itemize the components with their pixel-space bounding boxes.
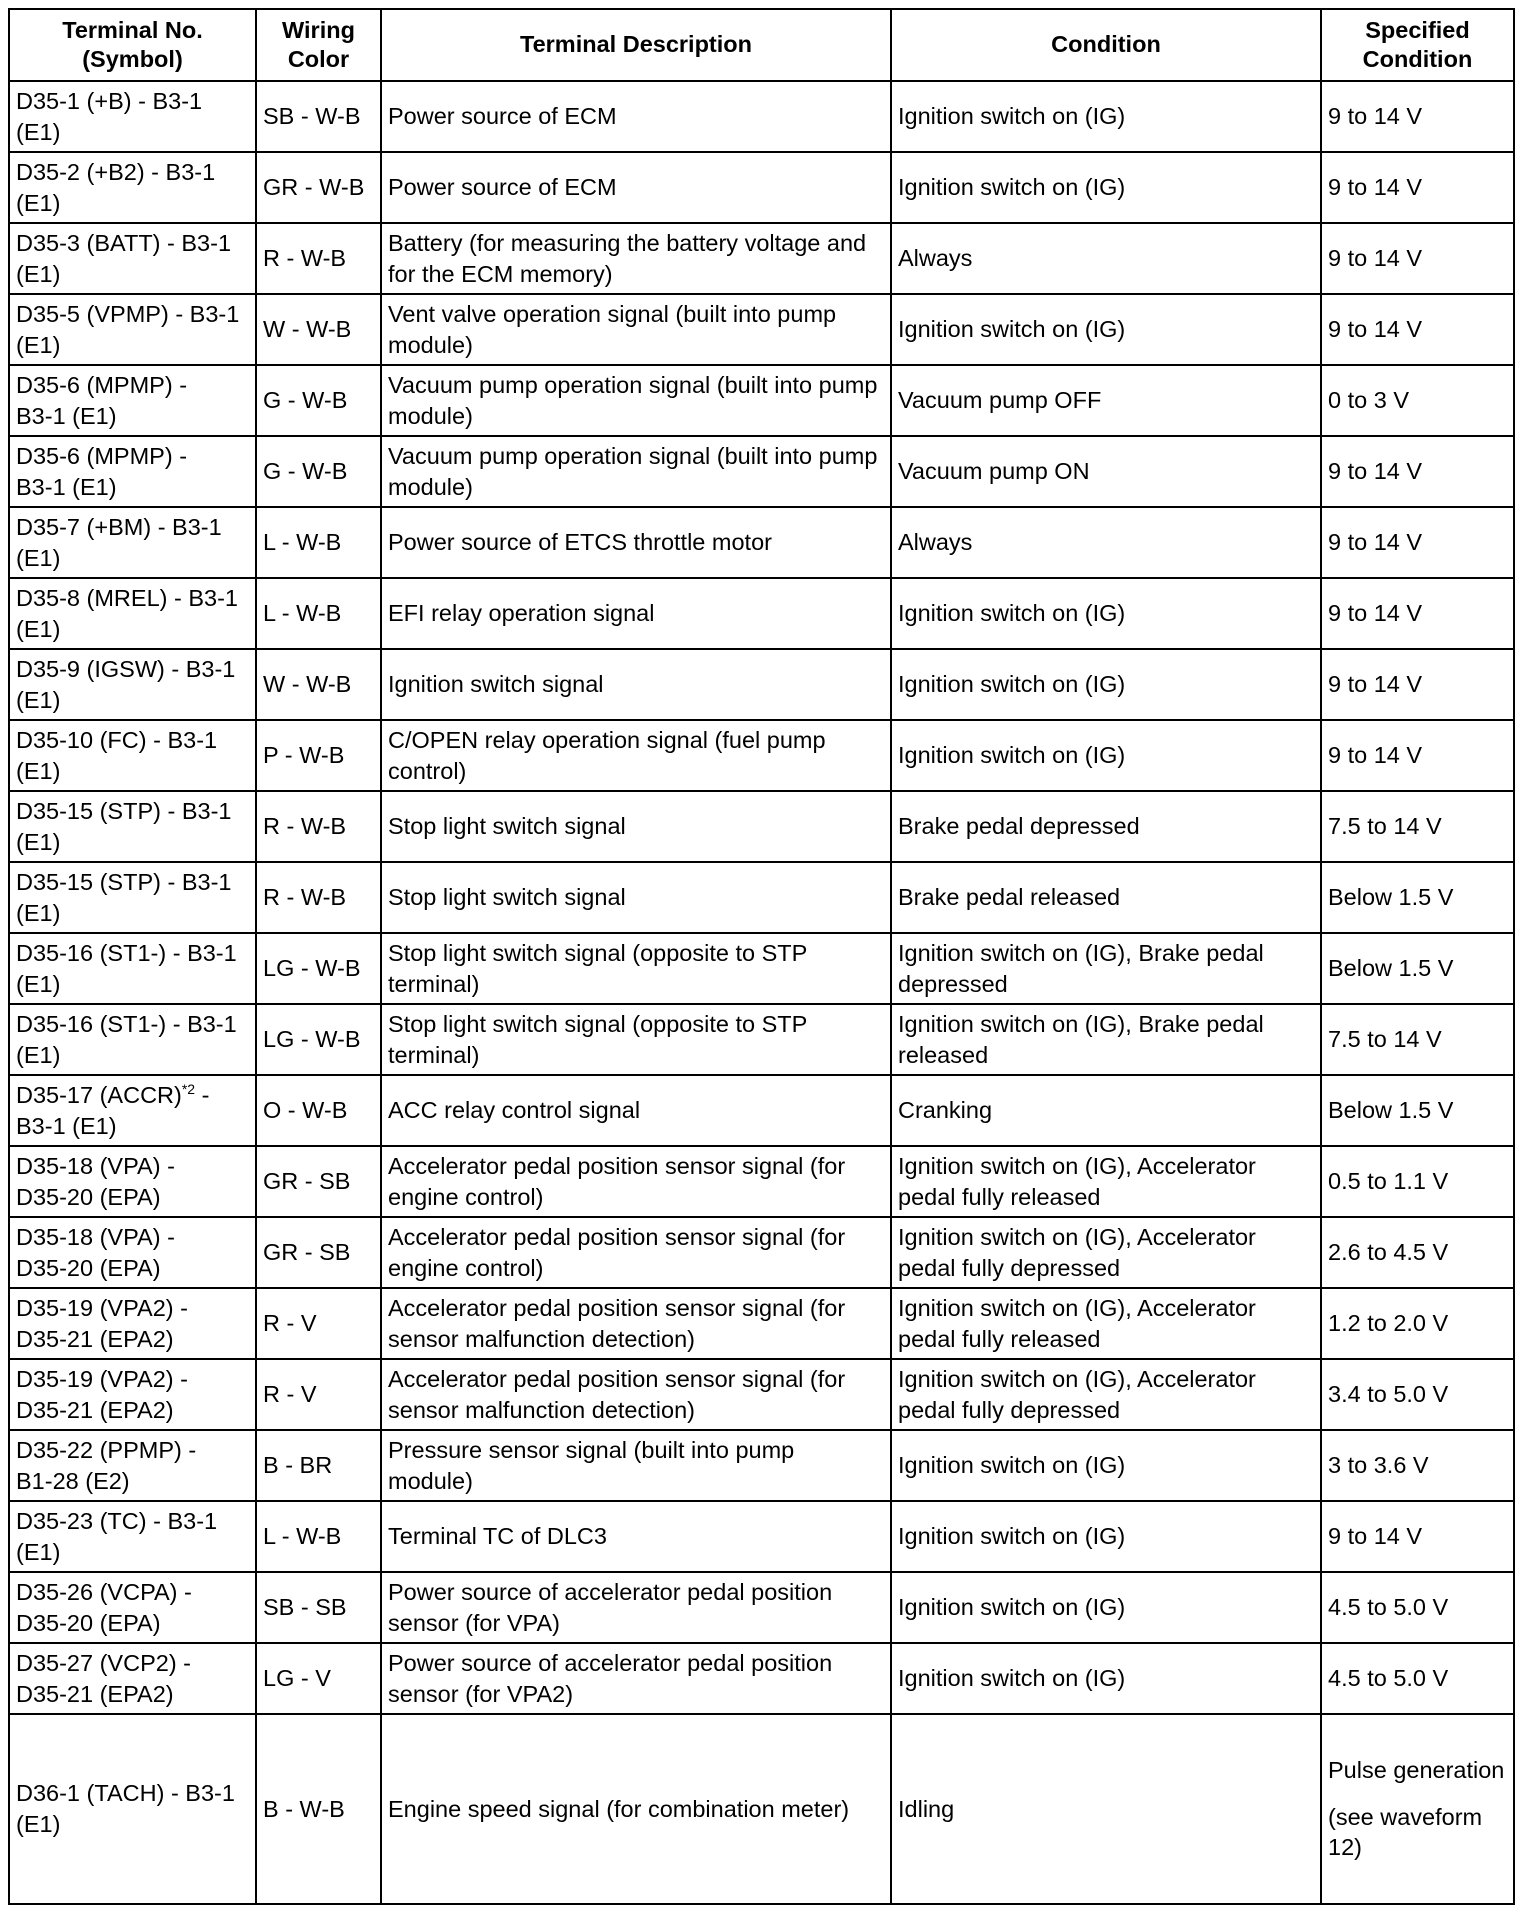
cell-wiring-color: LG - W-B <box>256 933 381 1004</box>
cell-specified: 9 to 14 V <box>1321 507 1514 578</box>
header-wiring-color: Wiring Color <box>256 9 381 81</box>
cell-description: Vent valve operation signal (built into pump module) <box>381 294 891 365</box>
cell-wiring-color: W - W-B <box>256 294 381 365</box>
cell-wiring-color: G - W-B <box>256 365 381 436</box>
cell-wiring-color: L - W-B <box>256 507 381 578</box>
cell-condition: Brake pedal depressed <box>891 791 1321 862</box>
footnote-marker: *2 <box>181 1080 196 1097</box>
cell-wiring-color: GR - W-B <box>256 152 381 223</box>
cell-wiring-color: P - W-B <box>256 720 381 791</box>
cell-description: Accelerator pedal position sensor signal (for sensor malfunction detection) <box>381 1359 891 1430</box>
cell-description: Stop light switch signal <box>381 791 891 862</box>
table-row <box>9 578 1514 649</box>
table-row <box>9 507 1514 578</box>
cell-specified: 9 to 14 V <box>1321 578 1514 649</box>
table-row <box>9 1501 1514 1572</box>
table-row <box>9 1288 1514 1359</box>
cell-condition: Ignition switch on (IG) <box>891 294 1321 365</box>
cell-condition: Ignition switch on (IG), Accelerator pedal fully depressed <box>891 1359 1321 1430</box>
cell-wiring-color: R - V <box>256 1288 381 1359</box>
cell-specified: 0 to 3 V <box>1321 365 1514 436</box>
cell-specified: 7.5 to 14 V <box>1321 791 1514 862</box>
cell-specified: 1.2 to 2.0 V <box>1321 1288 1514 1359</box>
table-row <box>9 1146 1514 1217</box>
cell-terminal: D35-9 (IGSW) - B3-1 (E1) <box>9 649 256 720</box>
header-condition: Condition <box>891 9 1321 81</box>
cell-terminal: D35-26 (VCPA) - D35-20 (EPA) <box>9 1572 256 1643</box>
cell-description: Stop light switch signal <box>381 862 891 933</box>
cell-terminal: D35-1 (+B) - B3-1 (E1) <box>9 81 256 152</box>
cell-description: Stop light switch signal (opposite to STP terminal) <box>381 1004 891 1075</box>
table-row <box>9 81 1514 152</box>
header-terminal: Terminal No. (Symbol) <box>9 9 256 81</box>
cell-condition: Ignition switch on (IG), Brake pedal depressed <box>891 933 1321 1004</box>
cell-condition: Ignition switch on (IG), Accelerator pedal fully depressed <box>891 1217 1321 1288</box>
cell-description: Vacuum pump operation signal (built into pump module) <box>381 365 891 436</box>
cell-terminal: D35-6 (MPMP) - B3-1 (E1) <box>9 436 256 507</box>
cell-terminal: D35-19 (VPA2) - D35-21 (EPA2) <box>9 1288 256 1359</box>
cell-description: Ignition switch signal <box>381 649 891 720</box>
cell-terminal: D35-27 (VCP2) - D35-21 (EPA2) <box>9 1643 256 1714</box>
cell-specified: 4.5 to 5.0 V <box>1321 1643 1514 1714</box>
cell-specified: 3.4 to 5.0 V <box>1321 1359 1514 1430</box>
terminal-table-container <box>8 8 1513 1905</box>
cell-description: ACC relay control signal <box>381 1075 891 1146</box>
table-row <box>9 862 1514 933</box>
cell-condition: Idling <box>891 1714 1321 1904</box>
cell-specified: 9 to 14 V <box>1321 294 1514 365</box>
cell-condition: Cranking <box>891 1075 1321 1146</box>
cell-description: Accelerator pedal position sensor signal (for sensor malfunction detection) <box>381 1288 891 1359</box>
table-header-row <box>9 9 1514 81</box>
cell-description: Power source of accelerator pedal position sensor (for VPA) <box>381 1572 891 1643</box>
cell-terminal: D35-7 (+BM) - B3-1 (E1) <box>9 507 256 578</box>
cell-description: Power source of ECM <box>381 81 891 152</box>
cell-description: Pressure sensor signal (built into pump module) <box>381 1430 891 1501</box>
table-row <box>9 720 1514 791</box>
cell-condition: Ignition switch on (IG) <box>891 720 1321 791</box>
cell-description: Stop light switch signal (opposite to STP terminal) <box>381 933 891 1004</box>
table-row <box>9 791 1514 862</box>
cell-wiring-color: R - W-B <box>256 223 381 294</box>
table-row <box>9 1075 1514 1146</box>
cell-specified: 7.5 to 14 V <box>1321 1004 1514 1075</box>
cell-description: Battery (for measuring the battery voltage and for the ECM memory) <box>381 223 891 294</box>
cell-wiring-color: W - W-B <box>256 649 381 720</box>
cell-wiring-color: SB - SB <box>256 1572 381 1643</box>
cell-condition: Ignition switch on (IG), Brake pedal released <box>891 1004 1321 1075</box>
cell-specified: Below 1.5 V <box>1321 862 1514 933</box>
cell-wiring-color: G - W-B <box>256 436 381 507</box>
cell-condition: Ignition switch on (IG) <box>891 1430 1321 1501</box>
cell-condition: Vacuum pump OFF <box>891 365 1321 436</box>
cell-description: Accelerator pedal position sensor signal (for engine control) <box>381 1146 891 1217</box>
waveform-reference: (see waveform 12) <box>1328 1803 1483 1861</box>
cell-condition: Ignition switch on (IG) <box>891 81 1321 152</box>
cell-wiring-color: GR - SB <box>256 1146 381 1217</box>
cell-wiring-color: LG - V <box>256 1643 381 1714</box>
table-row <box>9 152 1514 223</box>
cell-terminal: D35-23 (TC) - B3-1 (E1) <box>9 1501 256 1572</box>
cell-condition: Ignition switch on (IG) <box>891 1572 1321 1643</box>
table-row <box>9 1430 1514 1501</box>
cell-terminal: D35-18 (VPA) - D35-20 (EPA) <box>9 1217 256 1288</box>
cell-specified: Below 1.5 V <box>1321 933 1514 1004</box>
cell-description: C/OPEN relay operation signal (fuel pump control) <box>381 720 891 791</box>
cell-terminal: D36-1 (TACH) - B3-1 (E1) <box>9 1714 256 1904</box>
cell-condition: Ignition switch on (IG) <box>891 1643 1321 1714</box>
table-row <box>9 1359 1514 1430</box>
cell-specified: 9 to 14 V <box>1321 152 1514 223</box>
cell-wiring-color: R - W-B <box>256 862 381 933</box>
cell-condition: Ignition switch on (IG), Accelerator pedal fully released <box>891 1146 1321 1217</box>
cell-description: Power source of ECM <box>381 152 891 223</box>
cell-wiring-color: SB - W-B <box>256 81 381 152</box>
cell-terminal: D35-2 (+B2) - B3-1 (E1) <box>9 152 256 223</box>
cell-terminal: D35-5 (VPMP) - B3-1 (E1) <box>9 294 256 365</box>
cell-specified: 3 to 3.6 V <box>1321 1430 1514 1501</box>
table-row <box>9 436 1514 507</box>
cell-terminal: D35-6 (MPMP) - B3-1 (E1) <box>9 365 256 436</box>
cell-specified: 9 to 14 V <box>1321 223 1514 294</box>
cell-wiring-color: B - W-B <box>256 1714 381 1904</box>
cell-wiring-color: L - W-B <box>256 578 381 649</box>
table-row <box>9 365 1514 436</box>
cell-terminal: D35-16 (ST1-) - B3-1 (E1) <box>9 933 256 1004</box>
table-row <box>9 1004 1514 1075</box>
cell-condition: Always <box>891 223 1321 294</box>
cell-terminal: D35-8 (MREL) - B3-1 (E1) <box>9 578 256 649</box>
cell-description: Power source of accelerator pedal position sensor (for VPA2) <box>381 1643 891 1714</box>
table-row <box>9 294 1514 365</box>
cell-condition: Ignition switch on (IG) <box>891 649 1321 720</box>
cell-wiring-color: LG - W-B <box>256 1004 381 1075</box>
ecm-terminal-table <box>8 8 1515 1905</box>
header-terminal-description: Terminal Description <box>381 9 891 81</box>
cell-wiring-color: GR - SB <box>256 1217 381 1288</box>
cell-description: Terminal TC of DLC3 <box>381 1501 891 1572</box>
cell-terminal: D35-19 (VPA2) - D35-21 (EPA2) <box>9 1359 256 1430</box>
cell-specified: 9 to 14 V <box>1321 1501 1514 1572</box>
cell-condition: Ignition switch on (IG), Accelerator pedal fully released <box>891 1288 1321 1359</box>
cell-specified: 9 to 14 V <box>1321 436 1514 507</box>
cell-terminal: D35-3 (BATT) - B3-1 (E1) <box>9 223 256 294</box>
cell-wiring-color: R - V <box>256 1359 381 1430</box>
cell-specified: 2.6 to 4.5 V <box>1321 1217 1514 1288</box>
table-row <box>9 1643 1514 1714</box>
cell-specified: 9 to 14 V <box>1321 81 1514 152</box>
cell-terminal: D35-15 (STP) - B3-1 (E1) <box>9 791 256 862</box>
table-row <box>9 1714 1514 1904</box>
cell-description: Engine speed signal (for combination meter) <box>381 1714 891 1904</box>
cell-condition: Ignition switch on (IG) <box>891 1501 1321 1572</box>
cell-description: Vacuum pump operation signal (built into pump module) <box>381 436 891 507</box>
cell-specified: 9 to 14 V <box>1321 720 1514 791</box>
cell-terminal: D35-16 (ST1-) - B3-1 (E1) <box>9 1004 256 1075</box>
table-row <box>9 223 1514 294</box>
cell-wiring-color: B - BR <box>256 1430 381 1501</box>
cell-specified: 0.5 to 1.1 V <box>1321 1146 1514 1217</box>
cell-specified: 4.5 to 5.0 V <box>1321 1572 1514 1643</box>
table-row <box>9 933 1514 1004</box>
cell-description: Accelerator pedal position sensor signal (for engine control) <box>381 1217 891 1288</box>
cell-specified: 9 to 14 V <box>1321 649 1514 720</box>
cell-condition: Ignition switch on (IG) <box>891 152 1321 223</box>
cell-condition: Always <box>891 507 1321 578</box>
cell-condition: Ignition switch on (IG) <box>891 578 1321 649</box>
cell-terminal: D35-15 (STP) - B3-1 (E1) <box>9 862 256 933</box>
cell-condition: Brake pedal released <box>891 862 1321 933</box>
cell-wiring-color: O - W-B <box>256 1075 381 1146</box>
table-row <box>9 649 1514 720</box>
cell-terminal: D35-10 (FC) - B3-1 (E1) <box>9 720 256 791</box>
table-row <box>9 1217 1514 1288</box>
cell-terminal: D35-22 (PPMP) - B1-28 (E2) <box>9 1430 256 1501</box>
cell-description: EFI relay operation signal <box>381 578 891 649</box>
cell-specified: Below 1.5 V <box>1321 1075 1514 1146</box>
table-row <box>9 1572 1514 1643</box>
cell-terminal: D35-18 (VPA) - D35-20 (EPA) <box>9 1146 256 1217</box>
specified-value: Pulse generation <box>1328 1757 1505 1784</box>
cell-specified <box>1321 1714 1514 1904</box>
cell-terminal: D35-17 (ACCR)$^{*2}$ - B3-1 (E1) <box>9 1075 256 1146</box>
cell-wiring-color: R - W-B <box>256 791 381 862</box>
cell-description: Power source of ETCS throttle motor <box>381 507 891 578</box>
header-specified-condition: Specified Condition <box>1321 9 1514 81</box>
cell-condition: Vacuum pump ON <box>891 436 1321 507</box>
cell-wiring-color: L - W-B <box>256 1501 381 1572</box>
